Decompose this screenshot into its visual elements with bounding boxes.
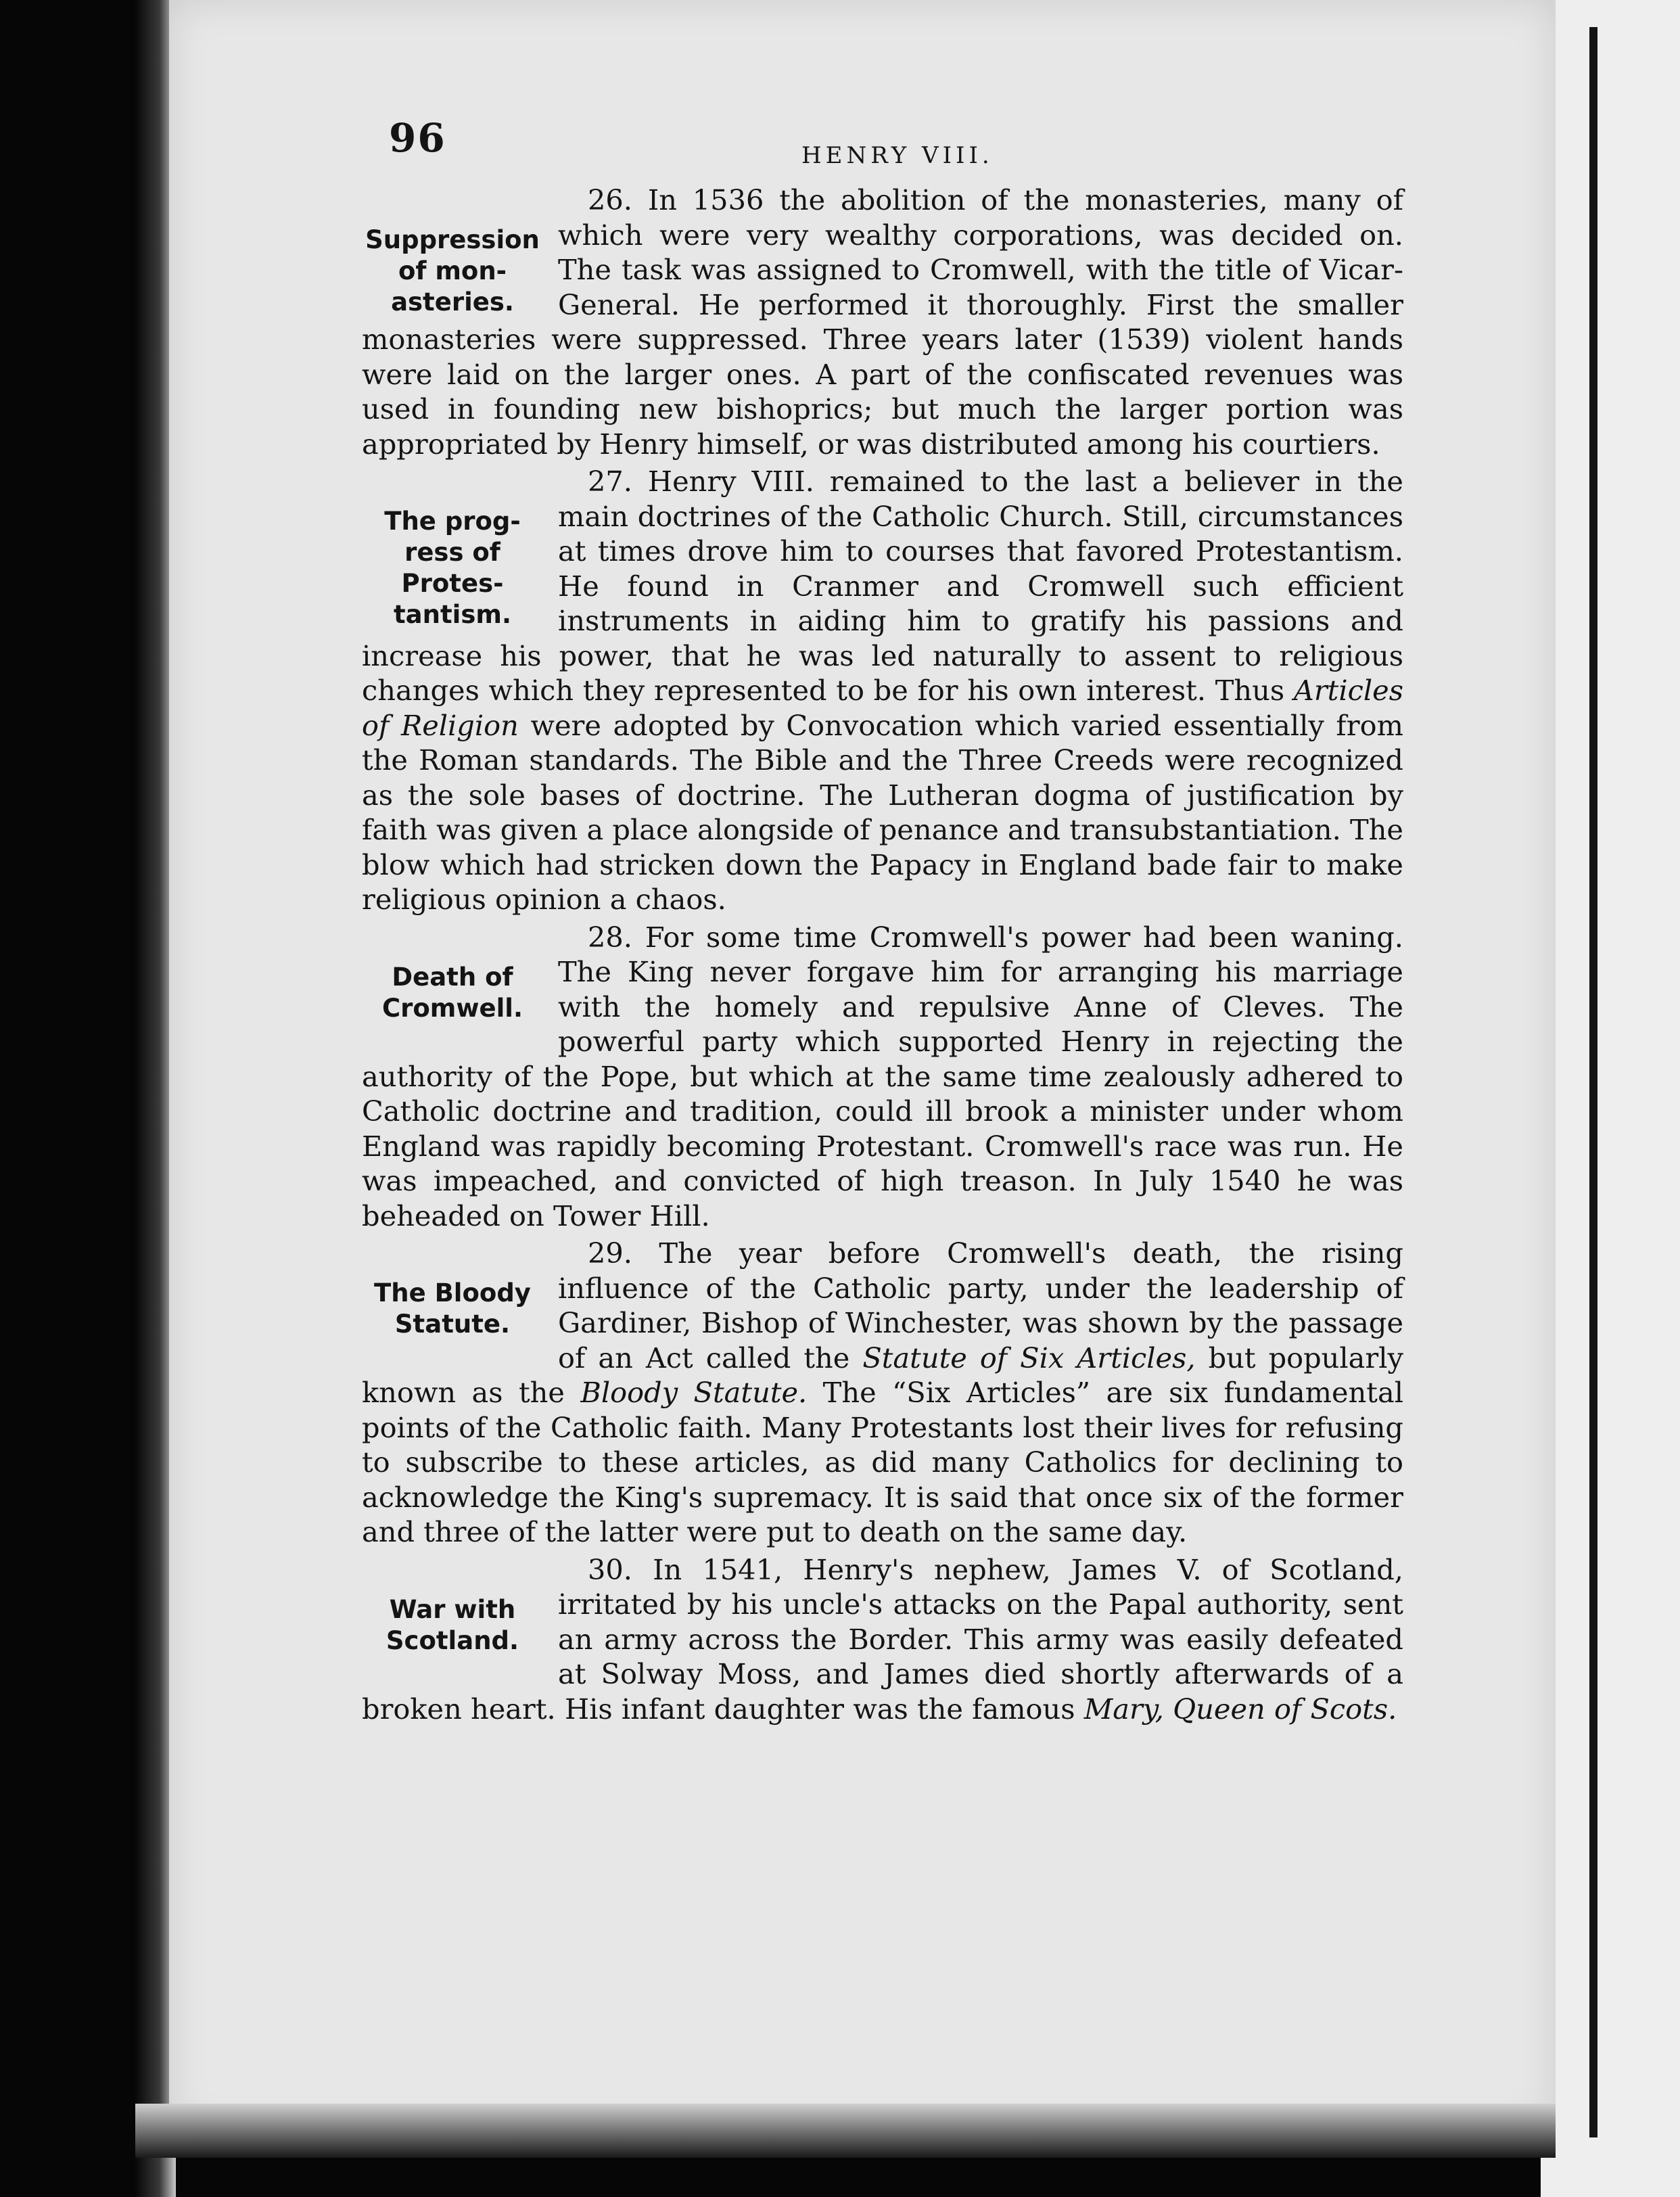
section-number: 27.	[588, 465, 632, 498]
page-content	[362, 95, 1403, 1729]
italic-title: Mary, Queen of Scots.	[1083, 1692, 1397, 1726]
section-28	[362, 920, 1403, 1234]
running-title: HENRY VIII.	[801, 142, 994, 169]
section-text: Henry VIII. remained to the last a believer in the main doctrines of the Catholic Church. Still, circumstances at times drove him to courses that favored Protestantism. He found in Cranmer and Cromwell such efficient instruments in aiding him to gratify his passions and increase his power, that he was led naturally to assent to religious changes which they represented to be for his own interest. Thus	[362, 465, 1403, 707]
section-29	[362, 1236, 1403, 1550]
sidenote-death-of-cromwell: Death of Cromwell.	[381, 962, 523, 1023]
section-text: In 1536 the abolition of the monasteries, many of which were very wealthy corporations, was decided on. The task was assigned to Cromwell, with the title of Vicar-General. He performed it thoroughly. First the smaller monasteries were suppressed. Three years later (1539) violent hands were laid on the larger ones. A part of the confiscated revenues was used in founding new bishoprics; but much the larger portion was appropriated by Henry himself, or was distributed among his courtiers.	[362, 183, 1403, 461]
adjacent-page-edge	[1541, 0, 1680, 2197]
section-text: In 1541, Henry's nephew, James V. of Scotland, irritated by his uncle's attacks on the Papal authority, sent an army across the Border. This army was easily defeated at Solway Moss, and James died shortly afterwards of a broken heart. His infant daughter was the famous	[362, 1552, 1403, 1726]
page-edge-rule	[1589, 27, 1597, 2137]
page-bottom-edge	[135, 2104, 1556, 2158]
section-text: For some time Cromwell's power had been waning. The King never forgave him for arranging his marriage with the homely and repulsive Anne of Cleves. The powerful party which supported Henry in rejecting the authority of the Pope, but which at the same time zealously adhered to Catholic doctrine and tradition, could ill brook a minister under whom England was rapidly becoming Protestant. Cromwell's race was run. He was impeached, and convicted of high treason. In July 1540 he was beheaded on Tower Hill.	[362, 920, 1403, 1232]
section-number: 26.	[588, 183, 632, 216]
section-30	[362, 1552, 1403, 1727]
sidenote-war-with-scotland: War with Scotland.	[386, 1594, 519, 1655]
sidenote-suppression: Suppression of mon- asteries.	[365, 225, 540, 317]
page-number: 96	[389, 115, 446, 161]
section-number: 30.	[588, 1552, 632, 1586]
section-number: 28.	[588, 920, 632, 954]
section-27	[362, 464, 1403, 917]
section-number: 29.	[588, 1236, 632, 1270]
sidenote-protestantism: The prog- ress of Protes- tantism.	[384, 507, 521, 629]
section-text: The year before Cromwell's death, the rising influence of the Catholic party, under the leadership of Gardiner, Bishop of Winchester, was shown by the passage of an Act called the	[558, 1236, 1403, 1374]
italic-title: Statute of Six Articles,	[862, 1341, 1196, 1374]
italic-title: Articles of Religion	[362, 674, 1403, 742]
page-header	[362, 95, 1403, 183]
section-text: but popularly known as the	[362, 1341, 1403, 1409]
sidenote-bloody-statute: The Bloody Statute.	[374, 1278, 531, 1339]
section-26	[362, 183, 1403, 461]
italic-title: Bloody Statute.	[580, 1376, 808, 1409]
section-text: were adopted by Convocation which varied essentially from the Roman standards. The Bible and the Three Creeds were recognized as the sole bases of doctrine. The Lutheran dogma of justification by faith was given a place alongside of penance and transubstantiation. The blow which had stricken down the Papacy in England bade fair to make religious opinion a chaos.	[362, 708, 1403, 916]
section-text: The “Six Articles” are six fundamental points of the Catholic faith. Many Protestants lost their lives for refusing to subscribe to these articles, as did many Catholics for declining to acknowledge the King's supremacy. It is said that once six of the former and three of the latter were put to death on the same day.	[362, 1376, 1403, 1548]
